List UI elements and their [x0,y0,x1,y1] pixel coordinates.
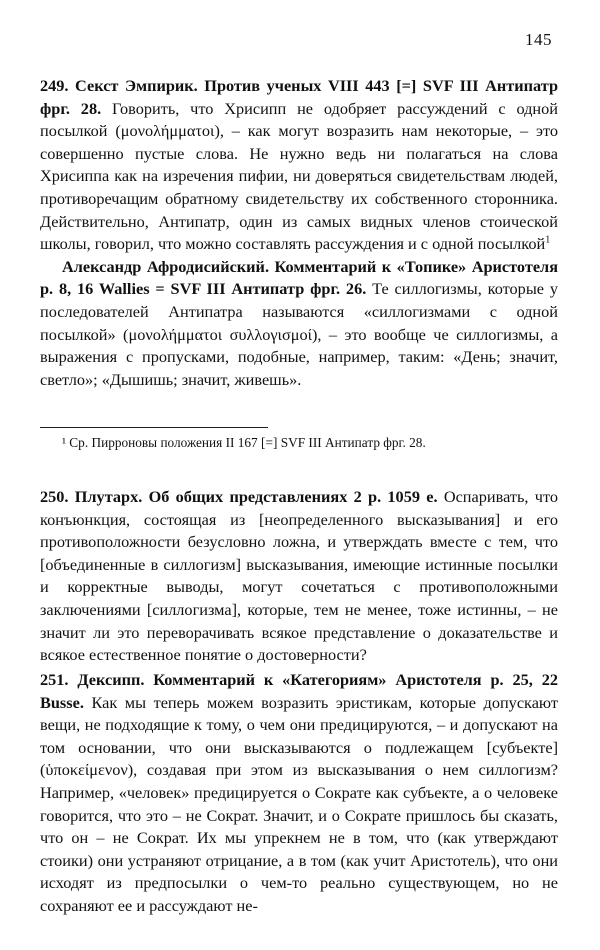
section-249 [40,75,558,391]
footnote: ¹ Ср. Пирроновы положения II 167 [=] SVF III Антипатр фрг. 28. [62,435,426,450]
heading-251: 251. Дексипп. Комментарий к «Категориям» Аристотеля p. 25, 22 Busse. [40,670,558,712]
footnote-rule [40,427,268,428]
text-251: Как мы теперь можем возразить эристикам, которые допускают вещи, не подходящие к тому, о чем они предицируются, – и допускают на том основании, что они высказываются о подлежащем [субъекте] (ὑποκείμενον), создавая при этом из высказывания о нем силлогизм? Например, «человек» предицируется о Сократе как субъекте, а о человеке говорится, что это – не Сократ. Значит, и о Сократе пришлось бы сказать, что он – не Сократ. Их мы упрекнем не в том, что (как утверждают стоики) они устраняют отрицание, а в том (как учит Аристотель), что они исходят из предпосылки о чем-то реально существующем, но не сохраняют ее и рассуждают не- [40,692,558,915]
paragraph-251 [40,669,558,918]
paragraph-249 [40,75,558,256]
page-number: 145 [525,30,552,49]
section-251 [40,669,558,918]
heading-249: 249. Секст Эмпирик. Против ученых VIII 443 [=] SVF III Антипатр фрг. 28. [40,76,558,118]
heading-249-alexander: Александр Афродисийский. Комментарий к «Топике» Аристотеля p. 8, 16 Wallies = SVF III Антипатр фрг. 26. [40,256,558,299]
heading-250: 250. Плутарх. Об общих представлениях 2 p. 1059 e. [40,487,438,506]
section-250 [40,486,558,667]
text-249-alexander: Те силлогизмы, которые у последователей Антипатра называются «силлогизмами с одной посылкой» (μονολήμματοι συλλογισμοί), – это вообще че силлогизмы, а выражения с пропусками, подобные, например, таким: «День; значит, светло»; «Дышишь; значит, живешь». [40,279,558,389]
paragraph-250 [40,486,558,667]
footnote-mark: 1 [545,234,551,246]
paragraph-249-alexander [40,256,558,392]
text-249: Говорить, что Хрисипп не одобряет рассуждений с одной посылкой (μονολήμματοι), – как могут возразить нам некоторые, – это совершенно пустые слова. Не нужно ведь ни полагаться на слова Хрисиппа как на изречения пифии, ни доверяться свидетельствам людей, противоречащим обратному свидетельству их собственного сторонника. Действительно, Антипатр, один из самых видных членов стоической школы, говорил, что можно составлять рассуждения и с одной посылкой [40,98,558,254]
text-250: Оспаривать, что конъюнкция, состоящая из [неопределенного высказывания] и его противоположности безусловно ложна, и утверждать вместе с тем, что [объединенные в силлогизм] высказывания, имеющие истинные посылки и корректные выводы, могут сочетаться с противоположными заключениями [силлогизма], которые, тем не менее, тоже истинны, – не значит ли это переворачивать всякое представление о доказательстве и всякое естественное понятие о достоверности? [40,487,558,665]
